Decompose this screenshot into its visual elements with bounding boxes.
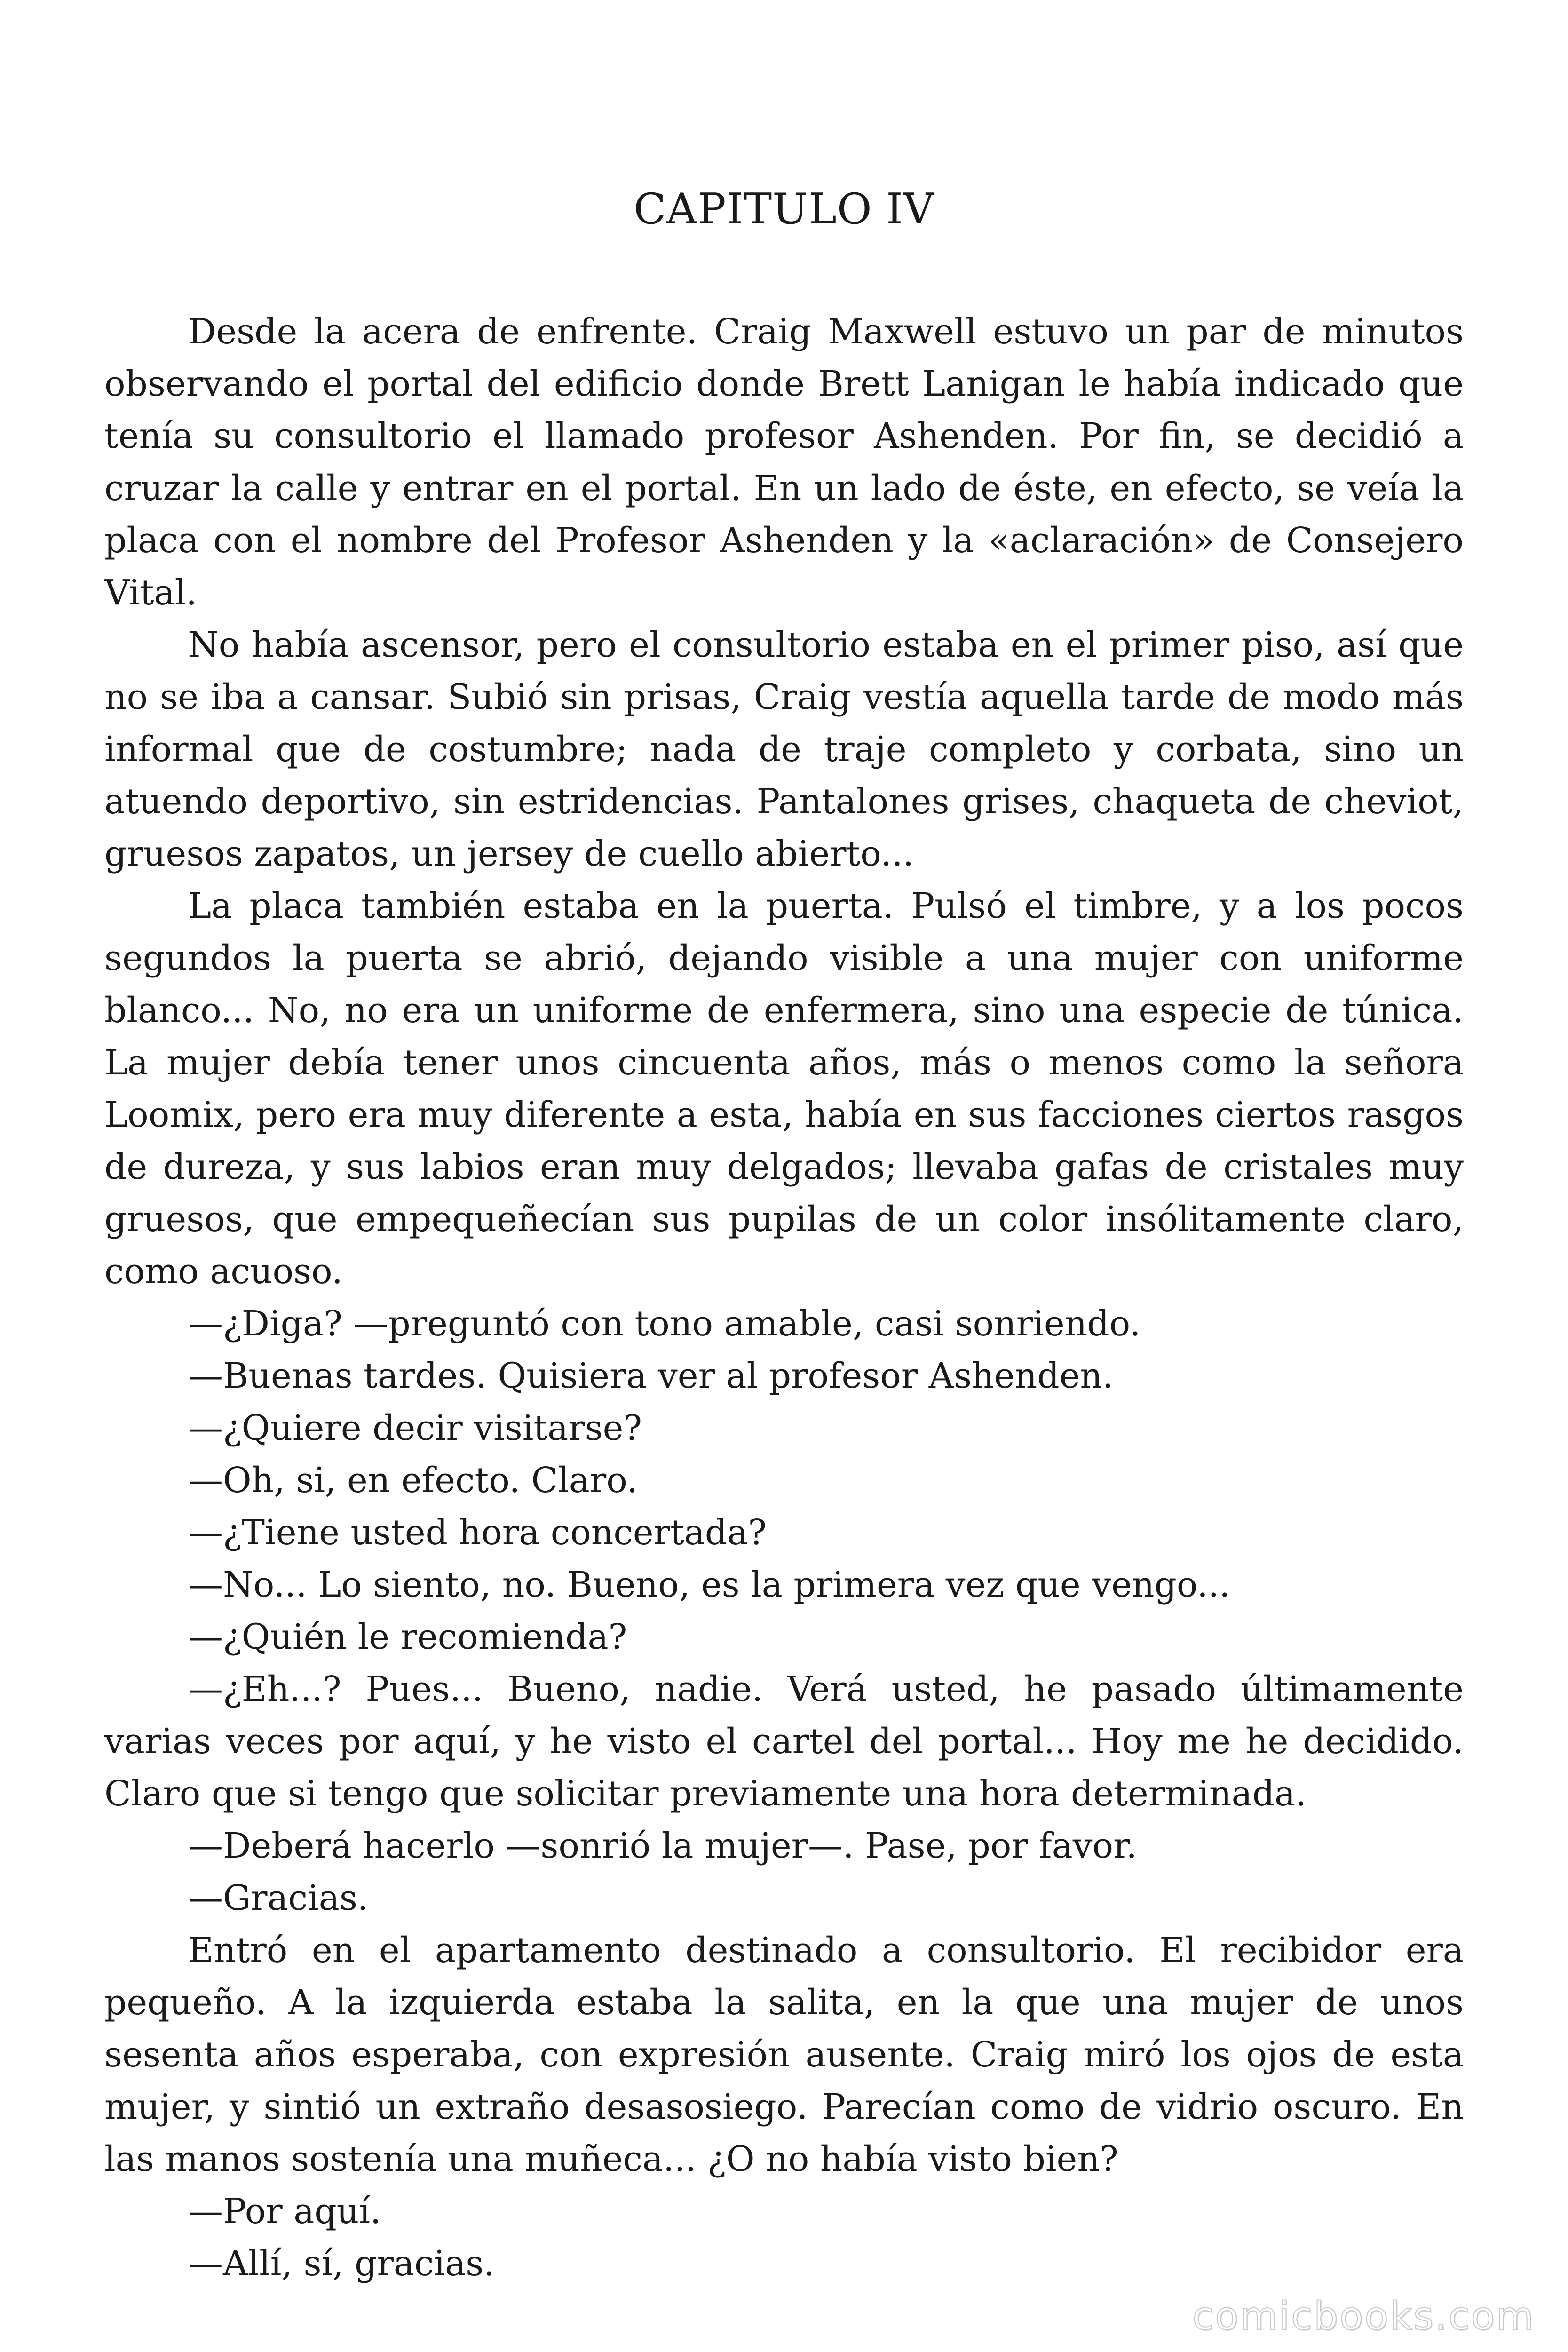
chapter-body — [104, 306, 1464, 2290]
watermark: comicbooks.com — [1192, 2294, 1535, 2339]
dialogue-line: —¿Quién le recomienda? — [188, 1617, 627, 1657]
dialogue-line: —Deberá hacerlo —sonrió la mujer—. Pase, por favor. — [188, 1826, 1137, 1866]
dialogue-line: —¿Eh...? Pues... Bueno, nadie. Verá usted, he pasado últimamente varias veces por aquí, y he visto el cartel del portal... Hoy me he decidido. Claro que si tengo que solicitar previamente una hora determinada. — [104, 1669, 1464, 1814]
dialogue-line: —Allí, sí, gracias. — [188, 2243, 495, 2284]
paragraph: Desde la acera de enfrente. Craig Maxwell estuvo un par de minutos observando el portal del edificio donde Brett Lanigan le había indicado que tenía su consultorio el llamado profesor Ashenden. Por fin, se decidió a cruzar la calle y entrar en el portal. En un lado de éste, en efecto, se veía la placa con el nombre del Profesor Ashenden y la «aclaración» de Consejero Vital. — [104, 311, 1464, 613]
dialogue-line: —Gracias. — [188, 1878, 369, 1918]
dialogue-line: —Por aquí. — [188, 2191, 381, 2232]
dialogue-line: —Oh, si, en efecto. Claro. — [188, 1460, 638, 1501]
dialogue-line: —Buenas tardes. Quisiera ver al profesor Ashenden. — [188, 1356, 1114, 1396]
dialogue-line: —¿Tiene usted hora concertada? — [188, 1512, 767, 1553]
dialogue-line: —¿Diga? —preguntó con tono amable, casi sonriendo. — [188, 1303, 1141, 1344]
dialogue-line: —¿Quiere decir visitarse? — [188, 1408, 642, 1448]
book-page — [104, 183, 1464, 2290]
chapter-title: CAPITULO IV — [634, 184, 934, 234]
paragraph: No había ascensor, pero el consultorio estaba en el primer piso, así que no se iba a cansar. Subió sin prisas, Craig vestía aquella tarde de modo más informal que de costumbre; nada de traje completo y corbata, sino un atuendo deportivo, sin estridencias. Pantalones grises, chaqueta de cheviot, gruesos zapatos, un jersey de cuello abierto... — [104, 625, 1464, 874]
dialogue-line: —No... Lo siento, no. Bueno, es la primera vez que vengo... — [188, 1565, 1230, 1605]
paragraph: Entró en el apartamento destinado a consultorio. El recibidor era pequeño. A la izquierda estaba la salita, en la que una mujer de unos sesenta años esperaba, con expresión ausente. Craig miró los ojos de esta mujer, y sintió un extraño desasosiego. Parecían como de vidrio oscuro. En las manos sostenía una muñeca... ¿O no había visto bien? — [104, 1930, 1464, 2179]
paragraph: La placa también estaba en la puerta. Pulsó el timbre, y a los pocos segundos la puerta se abrió, dejando visible a una mujer con uniforme blanco... No, no era un uniforme de enfermera, sino una especie de túnica. La mujer debía tener unos cincuenta años, más o menos como la señora Loomix, pero era muy diferente a esta, había en sus facciones ciertos rasgos de dureza, y sus labios eran muy delgados; llevaba gafas de cristales muy gruesos, que empequeñecían sus pupilas de un color insólitamente claro, como acuoso. — [104, 886, 1464, 1292]
